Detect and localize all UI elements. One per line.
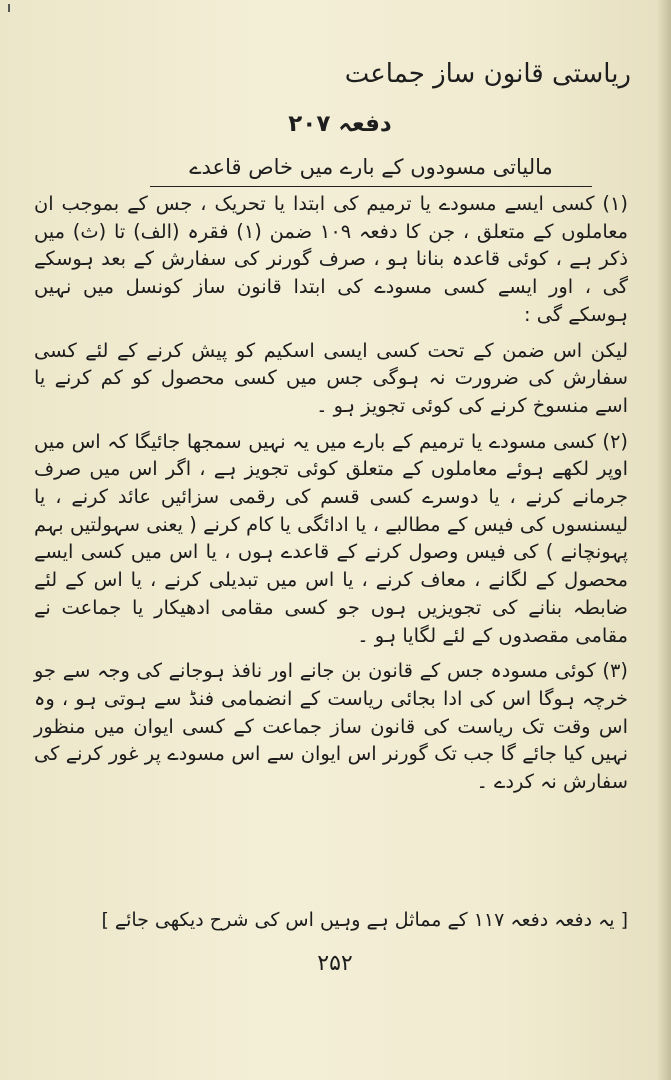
body-text (34, 190, 628, 796)
page-number: ۲۵۲ (317, 951, 353, 976)
section-subheading: مالیاتی مسودوں کے بارے میں خاص قاعدے (150, 152, 592, 187)
paragraph-proviso: لیکن اس ضمن کے تحت کسی ایسی اسکیم کو پیش کرنے کے لئے کسی سفارش کی ضرورت نہ ہوگی جس میں کسی محصول کو کم کرنے یا اسے منسوخ کرنے کی کوئی تجویز ہو ۔ (34, 338, 628, 417)
corner-mark (8, 4, 10, 12)
paragraph-clause-3: (۳) کوئی مسودہ جس کے قانون بن جانے اور نافذ ہوجانے کی وجہ سے جو خرچہ ہوگا اس کی ادا بجائی ریاست کے انضمامی فنڈ سے ہوتی ہو ، وہ اس وقت تک ریاست کی قانون ساز جماعت کے کسی ایوان میں منظور نہیں کیا جائے گا جب تک گورنر اس ایوان سے اس مسودے پر غور کرنے کی سفارش نہ کردے ۔ (34, 659, 628, 794)
running-header: ریاستی قانون ساز جماعت (344, 59, 631, 89)
paragraph-clause-1: (۱) کسی ایسے مسودے یا ترمیم کی ابتدا یا تحریک ، جس کے بموجب ان معاملوں کے متعلق ، جن کا دفعہ ۱۰۹ ضمن (۱) فقرہ (الف) تا (ث) میں ذکر ہے ، کوئی قاعدہ بنانا ہو ، صرف گورنر کی سفارش کے بعد ہوسکے گی ، اور ایسے کسی مسودے کی ابتدا قانون ساز کونسل میں نہیں ہوسکے گی : (34, 192, 628, 326)
page-spine-shadow (657, 0, 671, 1080)
bracketed-note: [ یہ دفعہ دفعہ ۱۱۷ کے مماثل ہے وہیں اس کی شرح دیکھی جائے ] (101, 909, 628, 931)
paragraph-clause-2: (۲) کسی مسودے یا ترمیم کے بارے میں یہ نہیں سمجھا جائیگا کہ اس میں اوپر لکھے ہوئے معاملوں کے متعلق کوئی تجویز ہے ، اگر اس میں صرف جرمانے کرنے ، یا دوسرے کسی قسم کی رقمی سزائیں عائد کرنے ، یا لیسنسوں کی فیس کے مطالبے ، یا ادائگی یا کام کرنے ( یعنی سہولتیں بہم پہونچانے ) کی فیس وصول کرنے کے قاعدے ہوں ، یا اس میں کسی ایسے محصول کے لگانے ، معاف کرنے ، یا اس میں تبدیلی کرنے ، یا اس کے لئے ضابطہ بنانے کی تجویزیں ہوں جو کسی مقامی ادھیکار یا جماعت نے مقامی مقصدوں کے لئے لگایا ہو ۔ (34, 429, 628, 647)
section-heading: دفعہ ۲۰۷ (288, 111, 392, 137)
